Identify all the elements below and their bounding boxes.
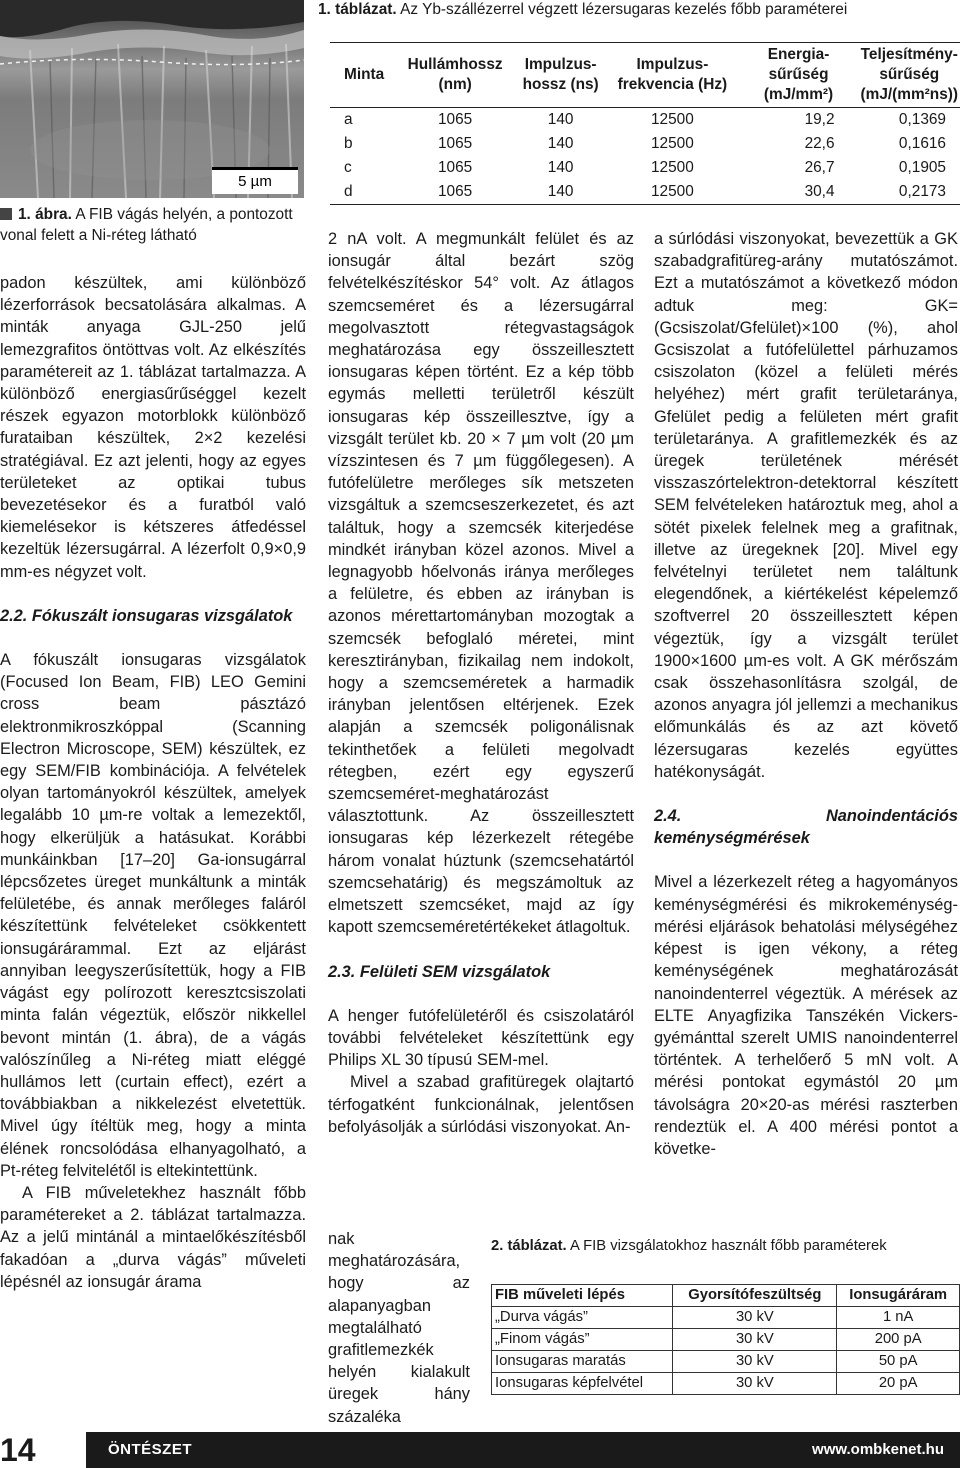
cell-wavelength: 1065	[437, 135, 473, 152]
cell-power: 0,1616	[898, 135, 946, 152]
col-header-voltage: Gyorsítófeszültség	[673, 1285, 837, 1307]
table-row	[330, 156, 960, 180]
table-row	[492, 1373, 960, 1395]
table-header-row	[330, 43, 960, 108]
cell-voltage: 30 kV	[673, 1373, 837, 1395]
text-column-1	[0, 272, 306, 1293]
text-column-2-narrow	[328, 1228, 470, 1450]
paragraph: A FIB műveletekhez használt főbb paramétereket a 2. táblázat tartalmazza. Az a jelű mintánál a mintaelőkészítésből fakadóan a „durva vágás” műveleti lépésnél az ionsugár árama	[0, 1183, 306, 1291]
cell-pulse-length: 140	[547, 159, 574, 176]
paragraph: 2 nA volt. A megmunkált felület és az ionsugár által bezárt szög felvételkészítéskor 54° volt. Az átlagos szemcseméret és a lézersugárral megolvasztott rétegvastagságok meghatározása egy összeillesztett ionsugaras képen történt. Ez a kép több egymás melletti területről készült ionsugaras kép összeillesztve, így a vizsgált terület kb. 20 × 7 µm volt (20 µm vízszintesen és 7 µm függőlegesen). A futófelületre merőleges sík metszeten vizsgáltuk a szemcseszerkezetet, és azt találtuk, hogy a szemcsék kiterjedése mindkét irányban közel azonos. Mivel a legnagyobb hőelvonás iránya merőleges a felületre, és ebben az irányban is azonos mérettartományban mozogtak a szemcsék befoglaló méretei, mint keresztirányban, fizikailag nem indokolt, hogy a szemcseméretek a harmadik irányban jelentősen eltérjenek. Ezek alapján a szemcsék poligonálisnak tekinthetőek a felületi megolvadt rétegben, ezért egy egyszerű szemcseméret-meghatározást választottunk. Az összeillesztett ionsugaras kép lézerkezelt rétegébe három vonalat húztunk (szemcsehatártól szemcsehatárig) és megszámoltuk az elmetszett szemcséket, majd az így kapott szemcseméretértékeket átlagoltuk.	[328, 230, 634, 937]
cell-energy: 30,4	[804, 183, 835, 200]
table2-caption	[491, 1236, 887, 1256]
cell-frequency: 12500	[651, 135, 694, 152]
cell-voltage: 30 kV	[673, 1329, 837, 1351]
section-heading-2-3: 2.3. Felületi SEM vizsgálatok	[328, 962, 551, 981]
website-link[interactable]: www.ombkenet.hu	[812, 1441, 944, 1458]
cell-energy: 22,6	[804, 135, 835, 152]
cell-energy: 19,2	[804, 111, 835, 128]
figure-caption	[0, 204, 304, 246]
col-header-current: Ionsugáráram	[837, 1285, 960, 1307]
col-header-wavelength: Hullámhossz (nm)	[407, 56, 503, 93]
col-header-pulse-frequency: Impulzus- frekvencia (Hz)	[617, 56, 728, 93]
col-header-power-density: Teljesítmény- sűrűség (mJ/(mm²ns))	[860, 46, 959, 103]
paragraph: A henger futófelületéről és csiszolatáról további felvételeket készítettünk egy Philips XL 30 típusú SEM-mel.	[328, 1006, 634, 1070]
text-column-2	[328, 228, 634, 1138]
table-row	[330, 108, 960, 133]
cell-current: 200 pA	[837, 1329, 960, 1351]
paragraph: Mivel a lézerkezelt réteg a hagyományos keménységmérési és mikrokeménység-mérési eljárások behatolási mélységéhez képest is igen vékony, a réteg keménységének meghatározását nanoindenterrel végeztük. A mérések az ELTE Anyagfizika Tanszékén Vickers-gyémánttal szerelt UMIS nanoindenterrel történtek. A terhelőerő 5 mN volt. A mérési pontokat egymástól 20 µm távolságra 20×20-as mérési raszterben rendeztük el. A 400 mérési pontot a követke-	[654, 873, 958, 1158]
cell-voltage: 30 kV	[673, 1351, 837, 1373]
table1-caption	[318, 0, 847, 20]
table-row	[330, 180, 960, 205]
table1-caption-text: Az Yb-szállézerrel végzett lézersugaras kezelés főbb paraméterei	[400, 1, 848, 18]
sem-figure	[0, 0, 304, 198]
paragraph: A fókuszált ionsugaras vizsgálatok (Focused Ion Beam, FIB) LEO Gemini cross beam pásztázó elektronmikroszkóppal (Scanning Electron Microscope, SEM) készültek, ez egy SEM/FIB kombinációja. A felvételek olyan tartományokról készültek, amelyek legalább 10 µm-re voltak a lemezektől, hogy elkerüljük a hatásukat. Korábbi munkáinkban [17–20] Ga-ionsugárral lépcsőzetes üreget munkáltunk a minták felületébe, és annak merőleges faláról készítettünk felvételeket csökkentett ionsugárárammal. Ezt az eljárást annyiban leegyszerűsítettük, hogy a FIB vágást egy polírozott keresztcsiszolati minta falán végeztük, először nikkellel bevont mintán (1. ábra), de a vágás valószínűleg a Ni-réteg miatt eléggé hullámos lett (curtain effect), ezért a továbbiakban a nikkelezést elvetettük. Mivel úgy ítéltük meg, hogy a minta élének roncsolódása elhanyagolható, a Pt-réteg felvitelétől is eltekintettünk.	[0, 651, 306, 1180]
cell-step: „Finom vágás”	[492, 1329, 673, 1351]
paragraph: padon készültek, ami különböző lézerforrások becsatolására alkalmas. A minták anyaga GJL-250 jelű lemezgrafitos öntöttvas volt. Az elkészítés paramétereit az 1. táblázat tartalmazza. A különböző energiasűrűséggel kezelt részek egyazon motorblokk különböző furataiban készültek, 2×2 kezelési stratégiával. Ez azt jelenti, hogy az egyes területeket az optikai tubus bevezetésekor és a furatból való kiemelésekor is kétszeres átfedéssel kezeltük lézersugárral. A lézerfolt 0,9×0,9 mm-es négyzet volt.	[0, 274, 306, 581]
cell-pulse-length: 140	[547, 183, 574, 200]
cell-current: 50 pA	[837, 1351, 960, 1373]
section-heading-2-2: 2.2. Fókuszált ionsugaras vizsgálatok	[0, 606, 293, 625]
cell-power: 0,2173	[898, 183, 946, 200]
cell-voltage: 30 kV	[673, 1307, 837, 1329]
table-header-row	[492, 1285, 960, 1307]
col-header-minta: Minta	[344, 66, 385, 83]
scale-bar: 5 µm	[212, 167, 298, 194]
cell-minta: a	[344, 111, 353, 128]
col-header-energy-density: Energia- sűrűség (mJ/mm²)	[763, 46, 834, 103]
table-row	[492, 1307, 960, 1329]
section-heading-2-4: 2.4. Nanoindentációs keménységmérések	[654, 807, 958, 848]
table-row	[492, 1351, 960, 1373]
caption-square-icon	[0, 208, 12, 220]
journal-name: ÖNTÉSZET	[108, 1441, 193, 1458]
cell-frequency: 12500	[651, 183, 694, 200]
table2-caption-text: A FIB vizsgálatokhoz használt főbb paraméterek	[569, 1238, 887, 1254]
cell-step: Ionsugaras képfelvétel	[492, 1373, 673, 1395]
cell-power: 0,1369	[898, 111, 946, 128]
cell-minta: c	[344, 159, 352, 176]
cell-minta: b	[344, 135, 353, 152]
cell-current: 20 pA	[837, 1373, 960, 1395]
table-row	[492, 1329, 960, 1351]
cell-minta: d	[344, 183, 353, 200]
cell-energy: 26,7	[804, 159, 835, 176]
cell-wavelength: 1065	[437, 159, 473, 176]
table-row	[330, 132, 960, 156]
table2-caption-label: 2. táblázat.	[491, 1238, 567, 1254]
text-column-3	[654, 228, 958, 1160]
cell-frequency: 12500	[651, 159, 694, 176]
cell-power: 0,1905	[898, 159, 946, 176]
col-header-pulse-length: Impulzus- hossz (ns)	[522, 56, 599, 93]
cell-frequency: 12500	[651, 111, 694, 128]
col-header-fib-step: FIB műveleti lépés	[492, 1285, 673, 1307]
page-number: 14	[0, 1432, 36, 1468]
laser-parameters-table	[330, 42, 960, 205]
cell-current: 1 nA	[837, 1307, 960, 1329]
cell-pulse-length: 140	[547, 135, 574, 152]
cell-step: Ionsugaras maratás	[492, 1351, 673, 1373]
fib-parameters-table	[491, 1284, 960, 1395]
cell-wavelength: 1065	[437, 183, 473, 200]
paragraph-continuation: nak meghatározására, hogy az alapanyagban megtalálható grafitlemezkék helyén kialakult üregek hány százaléka	[328, 1230, 470, 1426]
figure-caption-label: 1. ábra.	[18, 206, 72, 223]
paragraph: a súrlódási viszonyokat, bevezettük a GK szabadgrafitüreg-arány mutatószámot. Ezt a mutatószámot a következő módon adtuk meg: GK= (Gcsiszolat/Gfelület)×100 (%), ahol Gcsiszolat a futófelülettel párhuzamos csiszolaton (közel a felületi mérés helyéhez) mért grafit területaránya, Gfelület pedig a felületen mért grafit területaránya. A grafitlemezkék és az üregek területének mérését visszaszórtelektron-detektorral készített SEM felvételeken határoztuk meg, ahol a sötét pixelek felelnek meg a grafitnak, illetve az üregeknek [20]. Mivel egy felvételnyi területet nem találtunk elegendőnek, a kiértékelést képelemző szoftverrel 20 összeillesztett képen végeztük, így a vizsgált terület 1900×1600 µm-es volt. A GK mérőszám csak összehasonlításra szolgál, de azonos anyagra jól jellemzi a mechanikus előmunkálás és az azt követő lézersugaras kezelés együttes hatékonyságát.	[654, 230, 958, 781]
paragraph: Mivel a szabad grafitüregek olajtartó térfogatként funkcionálnak, jelentősen befolyásolják a súrlódási viszonyokat. An-	[328, 1073, 634, 1136]
figure-caption-text: A FIB vágás helyén, a pontozott vonal felett a Ni-réteg látható	[0, 206, 293, 244]
cell-wavelength: 1065	[437, 111, 473, 128]
cell-pulse-length: 140	[547, 111, 574, 128]
cell-step: „Durva vágás”	[492, 1307, 673, 1329]
table1-caption-label: 1. táblázat.	[318, 1, 397, 18]
